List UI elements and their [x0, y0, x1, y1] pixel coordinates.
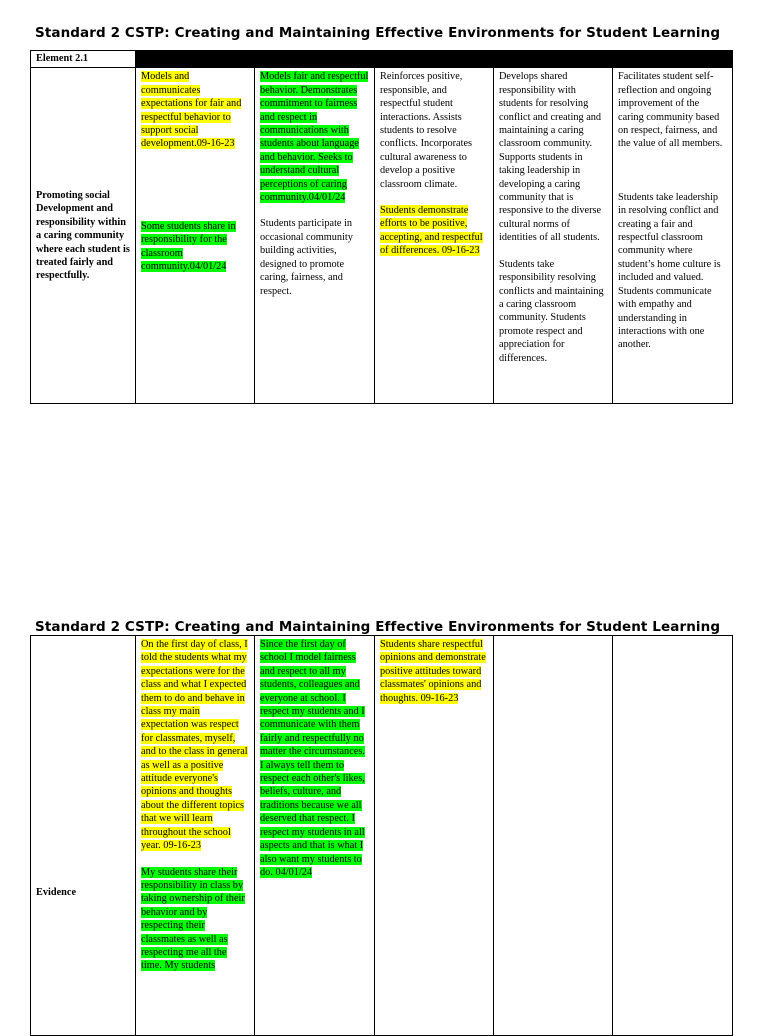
evidence-table — [30, 635, 733, 1036]
header-bar — [136, 51, 733, 68]
standard-table — [30, 50, 733, 404]
cell-text: Some students share in responsibility for the classroom community.04/01/24 — [141, 220, 236, 273]
cell-exploring — [255, 68, 375, 404]
cell-text: Models fair and respectful behavior. Demonstrates commitment to fairness and respect in communications with students about language and behavior. Seeks to understand cultural perceptions of caring community.04/01/24 — [260, 71, 369, 204]
evidence-cell-2 — [255, 636, 375, 1036]
cell-applying — [375, 68, 494, 404]
cell-text: Models and communicates expectations for fair and respectful behavior to support social development.09-16-23 — [141, 71, 242, 150]
page-title: Standard 2 CSTP: Creating and Maintaining Effective Environments for Student Learning — [35, 619, 721, 635]
cell-integrating — [494, 68, 613, 404]
evidence-cell-1 — [136, 636, 255, 1036]
cell-text: Students participate in occasional community building activities, designed to promote caring, fairness, and respect. — [260, 218, 353, 297]
evidence-cell-3 — [375, 636, 494, 1036]
evidence-cell-5 — [613, 636, 733, 1036]
row-label: Promoting social Development and responsibility within a caring community where each student is treated fairly and respectfully. — [31, 68, 136, 404]
cell-emerging — [136, 68, 255, 404]
cell-text: Develops shared responsibility with students for resolving conflict and creating and maintaining a caring classroom community. Supports students in taking leadership in developing a caring community that is responsive to the diverse cultural norms of identities of all students. — [499, 71, 602, 244]
evidence-label: Evidence — [31, 636, 136, 1036]
page-title: Standard 2 CSTP: Creating and Maintaining Effective Environments for Student Learning — [35, 25, 721, 41]
cell-innovating — [613, 68, 733, 404]
cell-text: Reinforces positive, responsible, and respectful student interactions. Assists students to resolve conflicts. Incorporates cultural awareness to develop a positive classroom climate. — [380, 71, 473, 190]
cell-text: Students take responsibility resolving conflicts and maintaining a caring classroom community. Students promote respect and appreciation for differences. — [499, 258, 604, 364]
element-label: Element 2.1 — [31, 51, 136, 68]
cell-text: Since the first day of school I model fairness and respect to all my students, colleagues and everyone at school. I respect my students and I communicate with them fairly and respectfully no matter the circumstances. I always tell them to respect each other's likes, beliefs, culture, and traditions because we all deserved that respect. I respect my students in all aspects and that is what I also want my students to do. 04/01/24 — [260, 639, 365, 878]
evidence-cell-4 — [494, 636, 613, 1036]
cell-text: On the first day of class, I told the students what my expectations were for the class and what I expected them to do and behave in class my main expectation was respect for classmates, myself, and to the class in general as well as a positive attitude everyone's opinions and thoughts about the different topics that we will learn throughout the school year. 09-16-23 — [141, 639, 248, 852]
cell-text: Students demonstrate efforts to be positive, accepting, and respectful of differences. 09-16-23 — [380, 205, 483, 257]
cell-text: Facilitates student self- reflection and ongoing improvement of the caring community based on respect, fairness, and the value of all members. — [618, 71, 723, 150]
cell-text: Students take leadership in resolving conflict and creating a fair and respectful classroom community where student’s home culture is included and valued. Students communicate with empathy and understanding in interactions with one another. — [618, 191, 721, 351]
cell-text: Students share respectful opinions and demonstrate positive attitudes toward classmates' opinions and thoughts. 09-16-23 — [380, 639, 486, 704]
cell-text: My students share their responsibility in class by taking ownership of their behavior and by respecting their classmates as well as respecting me all the time. My students — [141, 866, 245, 972]
